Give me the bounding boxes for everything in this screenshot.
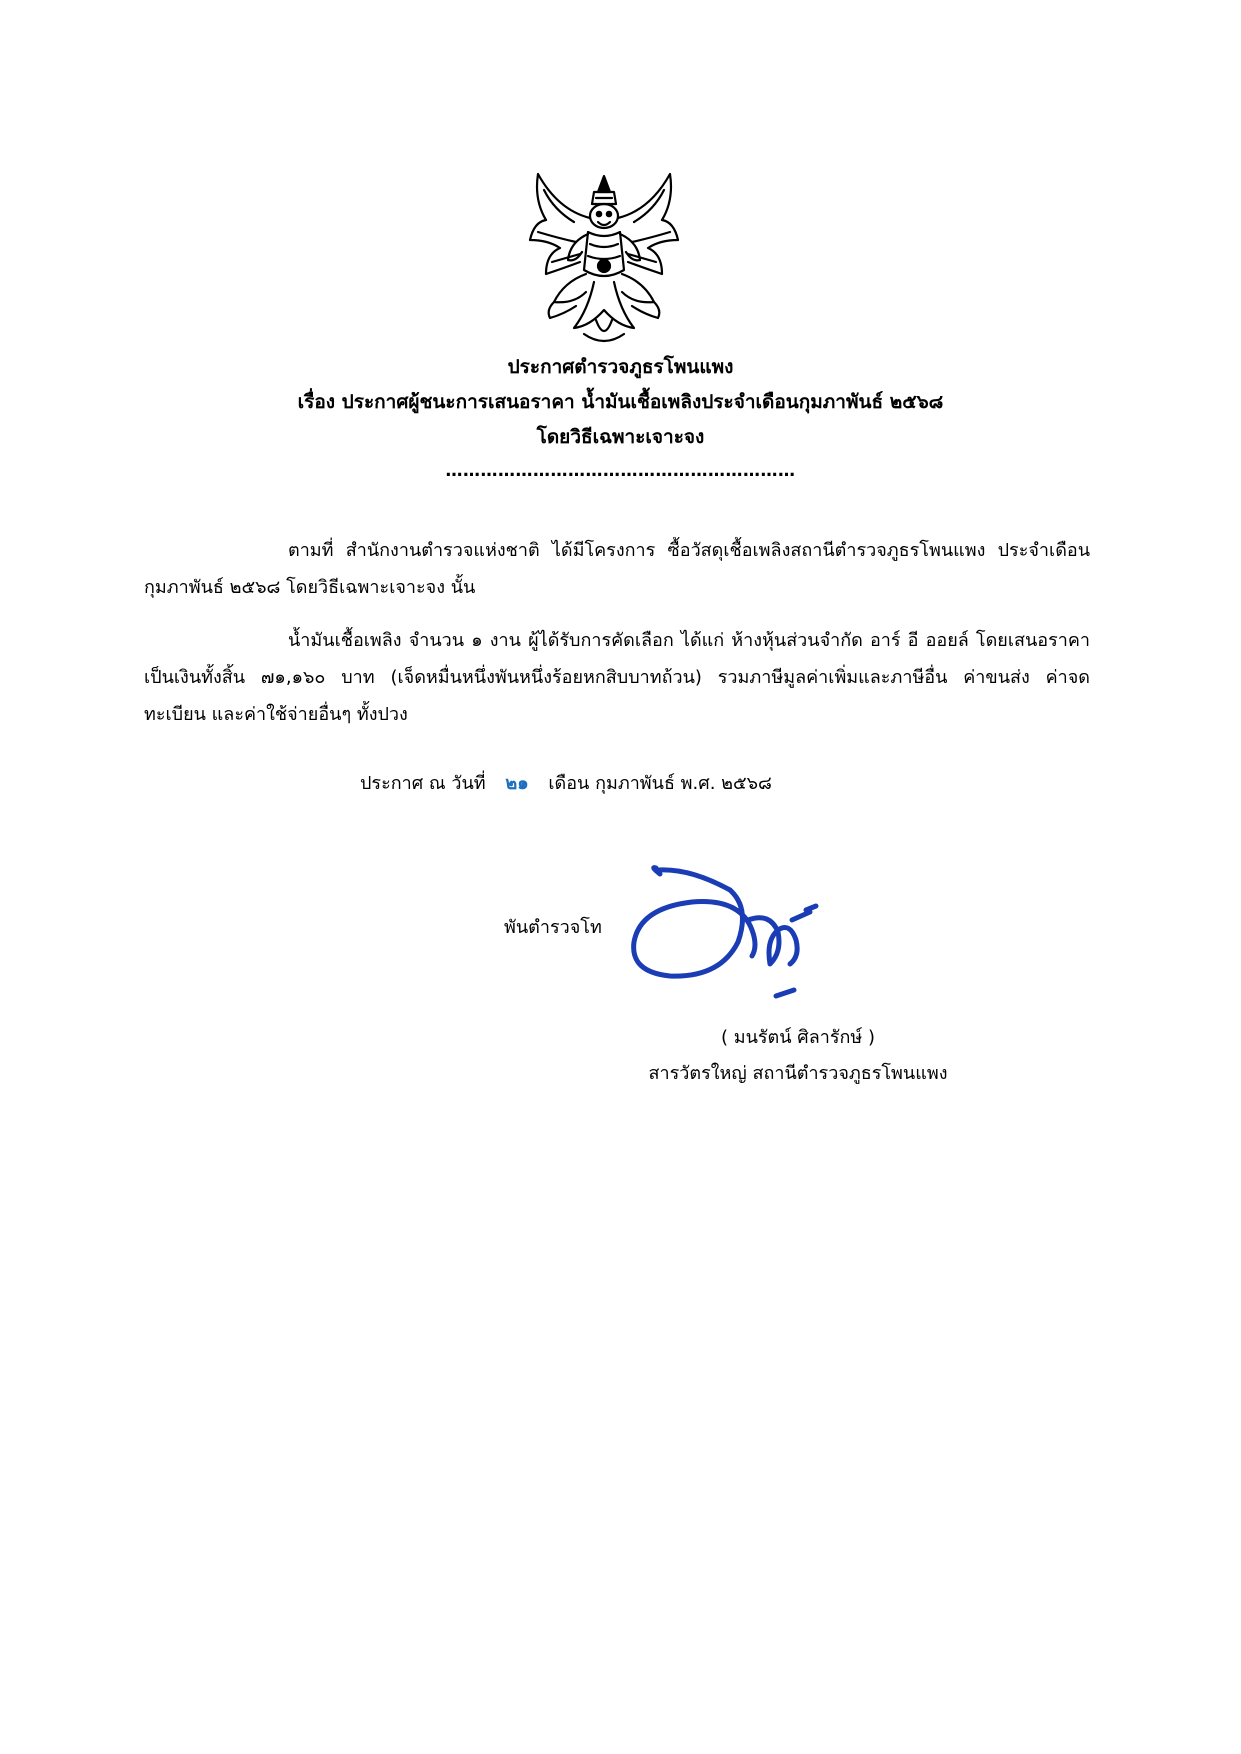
signer-rank: พันตำรวจโท — [504, 917, 602, 938]
procurement-method: โดยวิธีเฉพาะเจาะจง — [536, 426, 705, 448]
dotted-divider: …………………………………………………… — [445, 461, 796, 481]
signer-position: สารวัตรใหญ่ สถานีตำรวจภูธรโพนแพง — [648, 1063, 948, 1084]
announcement-subject: เรื่อง ประกาศผู้ชนะการเสนอราคา น้ำมันเชื้อเพลิงประจำเดือนกุมภาพันธ์ ๒๕๖๘ — [297, 391, 944, 413]
signer-name: ( มนรัตน์ ศิลารักษ์ ) — [720, 1027, 876, 1048]
announcement-date — [360, 766, 772, 802]
announcement-title: ประกาศตำรวจภูธรโพนแพง — [507, 356, 734, 378]
date-suffix: เดือน กุมภาพันธ์ พ.ศ. ๒๕๖๘ — [548, 773, 772, 794]
garuda-emblem-icon — [524, 170, 684, 350]
date-prefix: ประกาศ ณ วันที่ — [360, 773, 486, 794]
paragraph-project: ตามที่ สำนักงานตำรวจแห่งชาติ ได้มีโครงการ ซื้อวัสดุเชื้อเพลิงสถานีตำรวจภูธรโพนแพง ประจำเดือนกุมภาพันธ์ ๒๕๖๘ โดยวิธีเฉพาะเจาะจง นั้น — [144, 540, 1090, 598]
paragraph-winner: น้ำมันเชื้อเพลิง จำนวน ๑ งาน ผู้ได้รับการคัดเลือก ได้แก่ ห้างหุ้นส่วนจำกัด อาร์ อี ออยล์ โดยเสนอราคา เป็นเงินทั้งสิ้น ๗๑,๑๖๐ บาท (เจ็ดหมื่นหนึ่งพันหนึ่งร้อยหกสิบบาทถ้วน) รวมภาษีมูลค่าเพิ่มและภาษีอื่น ค่าขนส่ง ค่าจดทะเบียน และค่าใช้จ่ายอื่นๆ ทั้งปวง — [144, 630, 1090, 725]
date-day: ๒๑ — [505, 773, 529, 794]
handwritten-signature — [620, 860, 870, 1000]
